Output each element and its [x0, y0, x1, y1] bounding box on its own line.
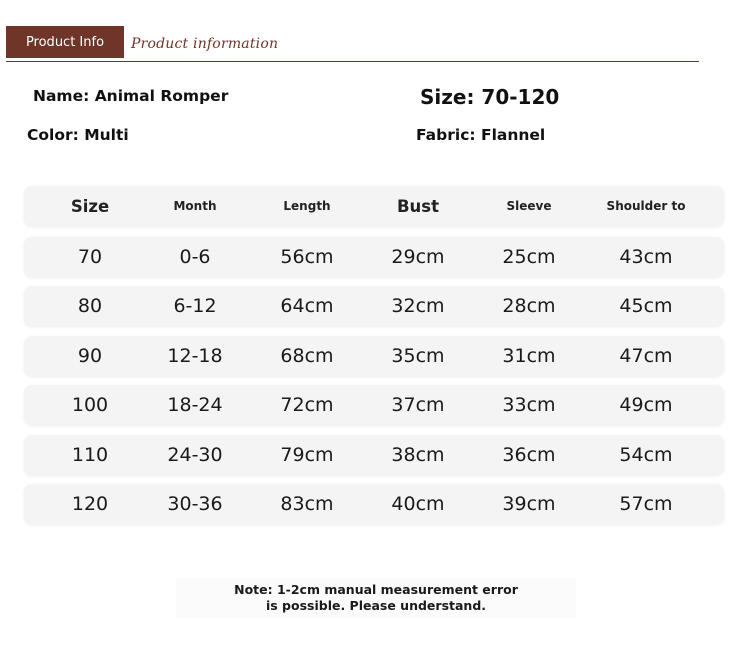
table-row: [24, 286, 724, 326]
product-info-tab: Product Info: [6, 26, 124, 58]
table-row: [24, 336, 724, 376]
product-information-subtitle: Product information: [131, 36, 279, 52]
cell-shoulder: 49cm: [619, 394, 673, 416]
cell-month: 12-18: [167, 345, 223, 367]
cell-bust: 37cm: [391, 394, 445, 416]
cell-size: 100: [71, 394, 109, 416]
cell-bust: 32cm: [391, 295, 445, 317]
cell-sleeve: 31cm: [502, 345, 556, 367]
cell-length: 72cm: [280, 394, 334, 416]
cell-length: 79cm: [280, 444, 334, 466]
note-line-1: Note: 1-2cm manual measurement error: [234, 582, 518, 597]
product-name: Name: Animal Romper: [33, 87, 229, 105]
header-month: Month: [173, 198, 217, 213]
cell-shoulder: 45cm: [619, 295, 673, 317]
cell-size: 90: [77, 345, 103, 367]
cell-month: 6-12: [173, 295, 217, 317]
cell-month: 30-36: [167, 493, 223, 515]
cell-bust: 29cm: [391, 246, 445, 268]
cell-sleeve: 36cm: [502, 444, 556, 466]
measurement-note: [176, 578, 576, 618]
header-divider: [6, 61, 699, 62]
size-table-header: [24, 186, 724, 226]
cell-length: 83cm: [280, 493, 334, 515]
cell-bust: 35cm: [391, 345, 445, 367]
cell-shoulder: 43cm: [619, 246, 673, 268]
cell-sleeve: 28cm: [502, 295, 556, 317]
product-fabric: Fabric: Flannel: [416, 126, 546, 144]
cell-sleeve: 33cm: [502, 394, 556, 416]
cell-bust: 38cm: [391, 444, 445, 466]
cell-sleeve: 25cm: [502, 246, 556, 268]
cell-month: 24-30: [167, 444, 223, 466]
cell-month: 0-6: [179, 246, 211, 268]
table-row: [24, 435, 724, 475]
table-row: [24, 237, 724, 277]
header-size: Size: [70, 196, 110, 216]
cell-size: 110: [71, 444, 109, 466]
cell-sleeve: 39cm: [502, 493, 556, 515]
cell-month: 18-24: [167, 394, 223, 416]
cell-length: 68cm: [280, 345, 334, 367]
cell-shoulder: 47cm: [619, 345, 673, 367]
header-bust: Bust: [396, 196, 440, 216]
cell-length: 56cm: [280, 246, 334, 268]
cell-shoulder: 54cm: [619, 444, 673, 466]
cell-size: 70: [77, 246, 103, 268]
cell-size: 120: [71, 493, 109, 515]
cell-bust: 40cm: [391, 493, 445, 515]
table-row: [24, 484, 724, 524]
product-color: Color: Multi: [27, 126, 129, 144]
cell-length: 64cm: [280, 295, 334, 317]
table-row: [24, 385, 724, 425]
cell-size: 80: [77, 295, 103, 317]
cell-shoulder: 57cm: [619, 493, 673, 515]
note-line-2: is possible. Please understand.: [265, 598, 487, 613]
header-length: Length: [283, 198, 331, 213]
product-size-range: Size: 70-120: [420, 85, 560, 109]
header-sleeve: Sleeve: [506, 198, 552, 213]
header-shoulder: Shoulder to: [606, 198, 686, 213]
